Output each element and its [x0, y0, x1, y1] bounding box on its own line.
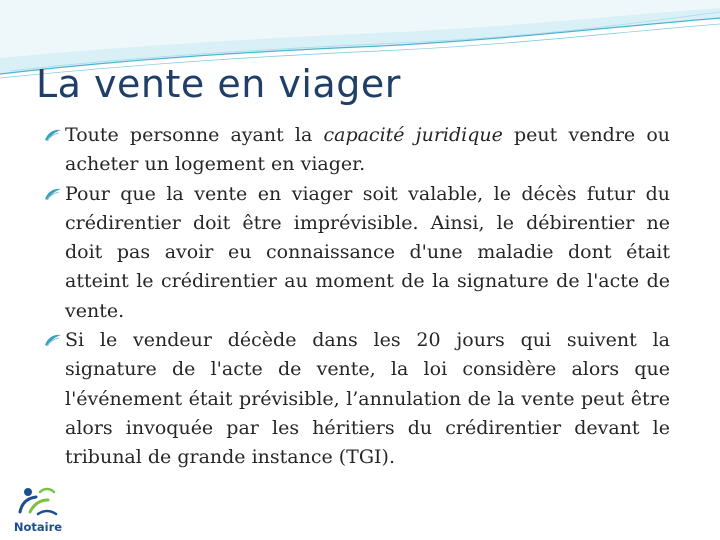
bullet-text: Si le vendeur décède dans les 20 jours qui suivent la signature de l'acte de vente, la loi considère alors que l'événement était prévisible, l’annulation de la vente peut être alors invoquée par les héritiers du crédirentier devant le tribunal de grande instance (TGI). — [65, 329, 670, 469]
bullet-text-emphasis: capacité juridique — [323, 124, 503, 146]
swoosh-bullet-icon — [44, 187, 62, 201]
slide-title: La vente en viager — [36, 62, 401, 106]
bullet-text: Toute personne ayant la — [65, 124, 324, 146]
notaire-logo-icon — [6, 482, 70, 522]
logo-text: Notaire — [13, 520, 63, 534]
bullet-item — [44, 121, 670, 180]
bullet-list — [44, 121, 670, 473]
bullet-text: peut vendre ou acheter un logement en viager. — [65, 124, 670, 176]
notaire-logo — [6, 482, 70, 538]
swoosh-bullet-icon — [44, 333, 62, 347]
bullet-item — [44, 326, 670, 472]
swoosh-bullet-icon — [44, 128, 62, 142]
bullet-text: Pour que la vente en viager soit valable, le décès futur du crédirentier doit être imprévisible. Ainsi, le débirentier ne doit pas avoir eu connaissance d'une maladie dont était atteint le crédirentier au moment de la signature de l'acte de vente. — [65, 182, 670, 322]
bullet-item — [44, 180, 670, 326]
